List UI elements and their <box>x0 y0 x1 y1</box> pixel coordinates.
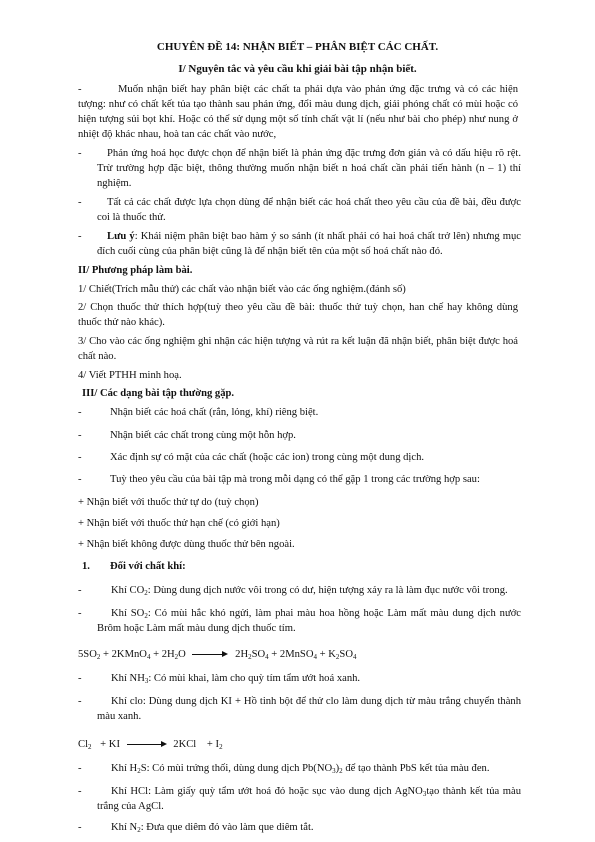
note-label: Lưu ý <box>107 231 135 242</box>
gas-item-cl2: Khí clo: Dùng dung dịch KI + Hồ tinh bột để thử clo làm dung dịch từ màu trắng chuyển thành màu xanh. <box>97 696 521 722</box>
list-item: Nhận biết các hoá chất (rắn, lỏng, khí) riêng biệt. <box>110 407 319 418</box>
list-item: Xác định sự có mặt của các chất (hoặc các ion) trong cùng một dung dịch. <box>110 452 425 463</box>
gas-item-nh3: Khí $NH_3$: Có mùi khai, làm cho quỳ tím tẩm ướt hoá xanh. <box>111 673 361 685</box>
equation-so2: $5SO_2$ + 2KMnO$_4$ + $2H_2O$ $2H_2SO_4$ + 2MnSO$_4$ + $K_2SO_4$ <box>78 649 357 661</box>
gas-item-n2: Khí $N_2$: Đưa que diêm đỏ vào làm que diêm tắt. <box>111 822 314 834</box>
plus-item: + Nhận biết với thuốc thử tự do (tuỳ chọn) <box>78 497 259 508</box>
plus-item: + Nhận biết với thuốc thử hạn chế (có giới hạn) <box>78 518 280 529</box>
reaction-arrow <box>127 741 167 749</box>
bullet-dash: - <box>78 763 82 774</box>
bullet-dash: - <box>78 786 82 797</box>
bullet-dash: - <box>78 822 82 833</box>
bullet-dash: - <box>78 608 82 619</box>
list-item: Tất cả các chất được lựa chọn dùng để nhận biết các hoá chất theo yêu cầu của đề bài, đều được coi là thuốc thử. <box>97 197 521 223</box>
note-text: : Khái niệm phân biệt bao hàm ý so sánh (ít nhất phải có hai hoá chất trở lên) nhưng mục đích cuối cùng của phân biệt cũng là để nhận biết tên của một số hoá chất nào đó. <box>97 231 521 257</box>
section-1-heading: I/ Nguyên tắc và yêu cầu khi giải bài tập nhận biết. <box>178 63 417 75</box>
gas-item-co2: Khí $CO_2$: Dùng dung dịch nước vôi trong có dư, hiện tượng xảy ra là làm đục nước vôi trong. <box>111 585 508 597</box>
bullet-dash: - <box>78 148 82 159</box>
bullet-dash: - <box>78 452 82 463</box>
equation-cl2: $Cl_2$ + KI $2KCl + I_2$ <box>78 739 223 751</box>
bullet-dash: - <box>78 696 82 707</box>
bullet-dash: - <box>78 585 82 596</box>
list-item: Tuỳ theo yêu cầu của bài tập mà trong mỗi dạng có thể gặp 1 trong các trường hợp sau: <box>110 474 480 485</box>
document-title: CHUYÊN ĐỀ 14: NHẬN BIẾT – PHÂN BIỆT CÁC CHẤT. <box>156 41 439 53</box>
subsection-number: 1. <box>82 561 90 572</box>
bullet-dash: - <box>78 231 82 242</box>
step: 4/ Viết PTHH minh hoạ. <box>78 370 182 381</box>
bullet-dash: - <box>78 673 82 684</box>
bullet-dash: - <box>78 474 82 485</box>
list-item: Phản ứng hoá học được chọn để nhận biết là phản ứng đặc trưng đơn giản và có dấu hiệu rõ rệt. Trừ trường hợp đặc biệt, thông thường muốn nhận biết n hoá chất cần phải tiến hành (n – 1) thí nghiệm. <box>97 148 521 189</box>
bullet-dash: - <box>78 84 82 95</box>
step: 1/ Chiết(Trích mẫu thử) các chất vào nhận biết vào các ống nghiệm.(đánh số) <box>78 284 406 295</box>
list-item: Nhận biết các chất trong cùng một hỗn hợp. <box>110 430 296 441</box>
reaction-arrow <box>192 651 228 659</box>
subsection-heading: Đối với chất khí: <box>110 561 186 572</box>
list-item <box>97 229 521 259</box>
bullet-dash: - <box>78 197 82 208</box>
gas-item-h2s: Khí $H_2S$: Có mùi trứng thối, dùng dung dịch $Pb(NO_3)_2$ để tạo thành PbS kết tủa màu đen. <box>111 763 490 775</box>
bullet-dash: - <box>78 430 82 441</box>
bullet-dash: - <box>78 407 82 418</box>
section-2-heading: II/ Phương pháp làm bài. <box>78 265 193 276</box>
gas-item-hcl: Khí HCl: Làm giấy quỳ tẩm ướt hoá đỏ hoặc sục vào dung dịch AgNO$_3$tạo thành kết tủa màu trắng của AgCl. <box>97 786 521 812</box>
paragraph: Muốn nhận biết hay phân biệt các chất ta phải dựa vào phản ứng đặc trưng và có các hiện tượng: như có chất kết tủa tạo thành sau phản ứng, đổi màu dung dịch, giải phóng chất có mùi hoặc có hiện tượng sủi bọt khí. Hoặc có thể sử dụng một số tính chất vật lí (nếu như bài cho phép) như nung ở nhiệt độ khác nhau, hoà tan các chất vào nước, <box>78 84 518 140</box>
plus-item: + Nhận biết không được dùng thuốc thử bên ngoài. <box>78 539 295 550</box>
step: 3/ Cho vào các ống nghiệm ghi nhận các hiện tượng và rút ra kết luận đã nhận biết, phân biệt được hoá chất nào. <box>78 336 518 362</box>
step: 2/ Chọn thuốc thử thích hợp(tuỳ theo yêu cầu đề bài: thuốc thử tuỳ chọn, han chế hay không dùng thuốc thử nào khác). <box>78 302 518 328</box>
section-3-heading: III/ Các dạng bài tập thường gặp. <box>82 388 235 399</box>
gas-item-so2: Khí $SO_2$: Có mùi hắc khó ngửi, làm phai màu hoa hồng hoặc Làm mất màu dung dịch nước Brôm hoặc Làm mất màu dung dịch thuốc tím. <box>97 608 521 634</box>
